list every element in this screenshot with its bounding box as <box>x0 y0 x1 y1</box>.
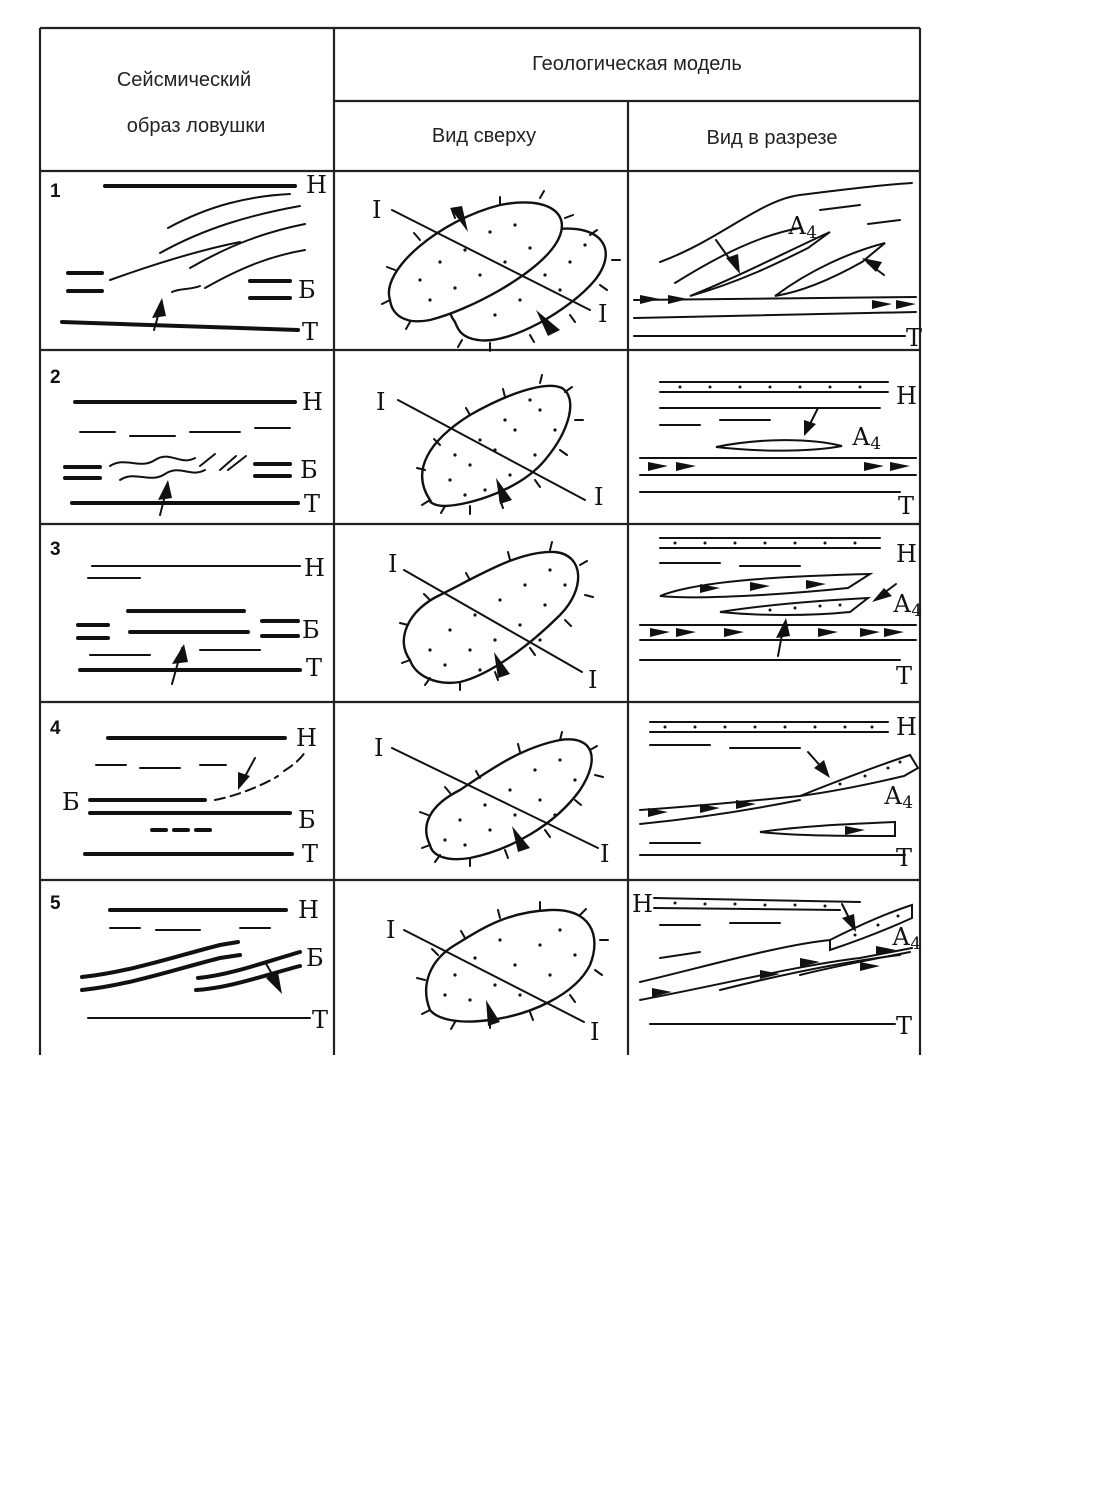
top-view-map-5 <box>404 902 608 1029</box>
label-bottom-5: Т <box>312 1006 329 1034</box>
label-bottom-4: Т <box>302 840 319 868</box>
row-number-1: 1 <box>50 181 61 202</box>
seismic-image-5 <box>82 910 310 1018</box>
section-label-start-3: I <box>388 550 398 578</box>
cross-section-1 <box>634 183 916 336</box>
label-middle-2: Б <box>300 456 318 484</box>
label-bottom-2: Т <box>304 490 321 518</box>
section-label-end-5: I <box>590 1018 600 1046</box>
sand-label-4: А4 <box>884 782 914 813</box>
col3-header: Вид в разрезе <box>706 127 838 149</box>
top-view-map-4 <box>392 732 603 866</box>
label-top-1: Н <box>306 171 327 199</box>
label-middle-1: Б <box>298 276 316 304</box>
sand-label-5: А4 <box>892 923 922 954</box>
col1-header-line1: Сейсмический <box>116 69 252 91</box>
sand-label-3: А4 <box>893 590 923 621</box>
label-bottom-1: Т <box>302 318 319 346</box>
label-top-5: Н <box>298 896 319 924</box>
section-label-end-2: I <box>594 483 604 511</box>
row-number-4: 4 <box>50 718 61 739</box>
label-bottom-xsec-2: Т <box>898 492 915 520</box>
top-view-map-2 <box>398 375 585 514</box>
cross-section-3 <box>640 538 916 660</box>
section-label-end-4: I <box>600 840 610 868</box>
sand-label-2: А4 <box>852 423 882 454</box>
row-number-2: 2 <box>50 367 61 388</box>
group-header: Геологическая модель <box>532 53 742 75</box>
label-bottom-xsec-4: Т <box>896 844 913 872</box>
row-number-3: 3 <box>50 539 61 560</box>
label-top-2: Н <box>302 388 323 416</box>
label-bottom-xsec-5: Т <box>896 1012 913 1040</box>
top-view-map-1 <box>382 191 620 351</box>
label-top-xsec-3: Н <box>896 540 917 568</box>
label-middle-left-4: Б <box>62 788 80 816</box>
cross-section-4 <box>640 722 918 855</box>
cross-section-5 <box>640 898 912 1024</box>
row-number-5: 5 <box>50 893 61 914</box>
section-label-end-1: I <box>598 300 608 328</box>
label-middle-4: Б <box>298 806 316 834</box>
seismic-image-3 <box>78 566 300 684</box>
col1-header-line2: образ ловушки <box>126 115 266 137</box>
label-top-4: Н <box>296 724 317 752</box>
label-top-xsec-5: Н <box>632 890 653 918</box>
section-label-start-1: I <box>372 196 382 224</box>
section-label-start-4: I <box>374 734 384 762</box>
label-top-3: Н <box>304 554 325 582</box>
label-middle-5: Б <box>306 944 324 972</box>
label-bottom-xsec-1: Т <box>906 324 923 352</box>
label-bottom-xsec-3: Т <box>896 662 913 690</box>
section-label-end-3: I <box>588 666 598 694</box>
col2-header: Вид сверху <box>431 125 537 147</box>
top-view-map-3 <box>400 542 593 690</box>
seismic-image-2 <box>65 402 298 515</box>
label-top-xsec-2: Н <box>896 382 917 410</box>
label-bottom-3: Т <box>306 654 323 682</box>
sand-label-1: А4 <box>788 212 818 243</box>
section-label-start-2: I <box>376 388 386 416</box>
label-top-xsec-4: Н <box>896 713 917 741</box>
seismic-image-1 <box>62 186 305 330</box>
section-label-start-5: I <box>386 916 396 944</box>
label-middle-3: Б <box>302 616 320 644</box>
seismic-image-4 <box>85 738 305 854</box>
